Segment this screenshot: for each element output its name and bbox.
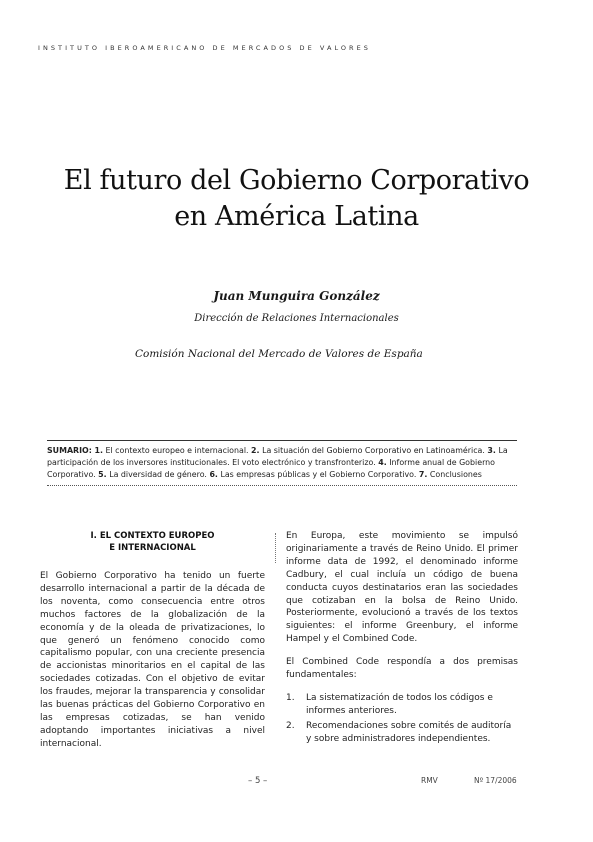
summary-item-num: 3. (487, 446, 496, 455)
summary-label: SUMARIO: (47, 446, 92, 455)
list-item (286, 720, 518, 746)
summary-text (47, 445, 517, 481)
section-heading-line-1: I. EL CONTEXTO EUROPEO (90, 531, 215, 541)
numbered-list (286, 692, 518, 746)
journal-name: RMV (421, 776, 438, 785)
section-heading-line-2: E INTERNACIONAL (109, 543, 196, 553)
list-item-number: 1. (286, 692, 295, 703)
list-item-number: 2. (286, 720, 295, 731)
body-paragraph: En Europa, este movimiento se impulsó originariamente a través de Reino Unido. El primer informe data de 1992, el denominado informe Cadbury, el cual incluía un código de buena conducta cuyos destinatarios eran las sociedades que cotizaban en la bolsa de Reino Unido. Posteriormente, evolucionó a través de los textos siguientes: el informe Greenbury, el informe Hampel y el Combined Code. (286, 531, 518, 645)
summary-item-num: 6. (209, 470, 218, 479)
summary-item-text: La diversidad de género. (109, 470, 207, 479)
summary-item-text: Informe anual de Gobierno Corporativo. (47, 458, 495, 479)
summary-item-num: 1. (94, 446, 103, 455)
left-column (40, 530, 265, 751)
article-title (0, 163, 593, 235)
author-name: Juan Munguira González (213, 289, 380, 303)
author-institution: Comisión Nacional del Mercado de Valores de España (135, 348, 423, 360)
list-item-text: Recomendaciones sobre comités de auditoría y sobre administradores independientes. (306, 720, 512, 744)
summary-item-text: La participación de los inversores institucionales. El voto electrónico y transfronterizo. (47, 446, 508, 467)
author-affiliation: Dirección de Relaciones Internacionales (194, 313, 399, 324)
summary-item-text: Conclusiones (429, 470, 482, 479)
right-column (286, 530, 518, 748)
section-heading (40, 530, 265, 554)
list-item-text: La sistematización de todos los códigos e informes anteriores. (306, 692, 493, 716)
summary-item-num: 5. (98, 470, 107, 479)
summary-item-num: 2. (251, 446, 260, 455)
summary-item-text: El contexto europeo e internacional. (105, 446, 249, 455)
body-paragraph: El Gobierno Corporativo ha tenido un fuerte desarrollo internacional a partir de la década de los noventa, como consecuencia entre otros muchos factores de la globalización de la economía y de la oleada de privatizaciones, lo que generó un fenómeno conocido como capitalismo popular, con una creciente presencia de accionistas minoritarios en el capital de las sociedades cotizadas. Con el objetivo de evitar los fraudes, mejorar la transparencia y consolidar las buenas prácticas del Gobierno Corporativo en las empresas cotizadas, se han venido adoptando importantes iniciativas a nivel internacional. (40, 571, 265, 749)
article-title-line-2: en América Latina (174, 201, 419, 232)
list-item (286, 692, 518, 718)
summary-item-text: La situación del Gobierno Corporativo en Latinoamérica. (262, 446, 485, 455)
summary-item-text: Las empresas públicas y el Gobierno Corporativo. (220, 470, 417, 479)
summary-box (47, 440, 517, 486)
column-divider-mark (275, 533, 278, 563)
body-paragraph: El Combined Code respondía a dos premisas fundamentales: (286, 657, 518, 681)
summary-item-num: 7. (418, 470, 428, 479)
summary-item-num: 4. (378, 458, 387, 467)
running-head: INSTITUTO IBEROAMERICANO DE MERCADOS DE VALORES (38, 44, 371, 52)
page-number: – 5 – (248, 776, 268, 786)
article-title-line-1: El futuro del Gobierno Corporativo (63, 165, 530, 196)
issue-number: Nº 17/2006 (474, 776, 517, 785)
